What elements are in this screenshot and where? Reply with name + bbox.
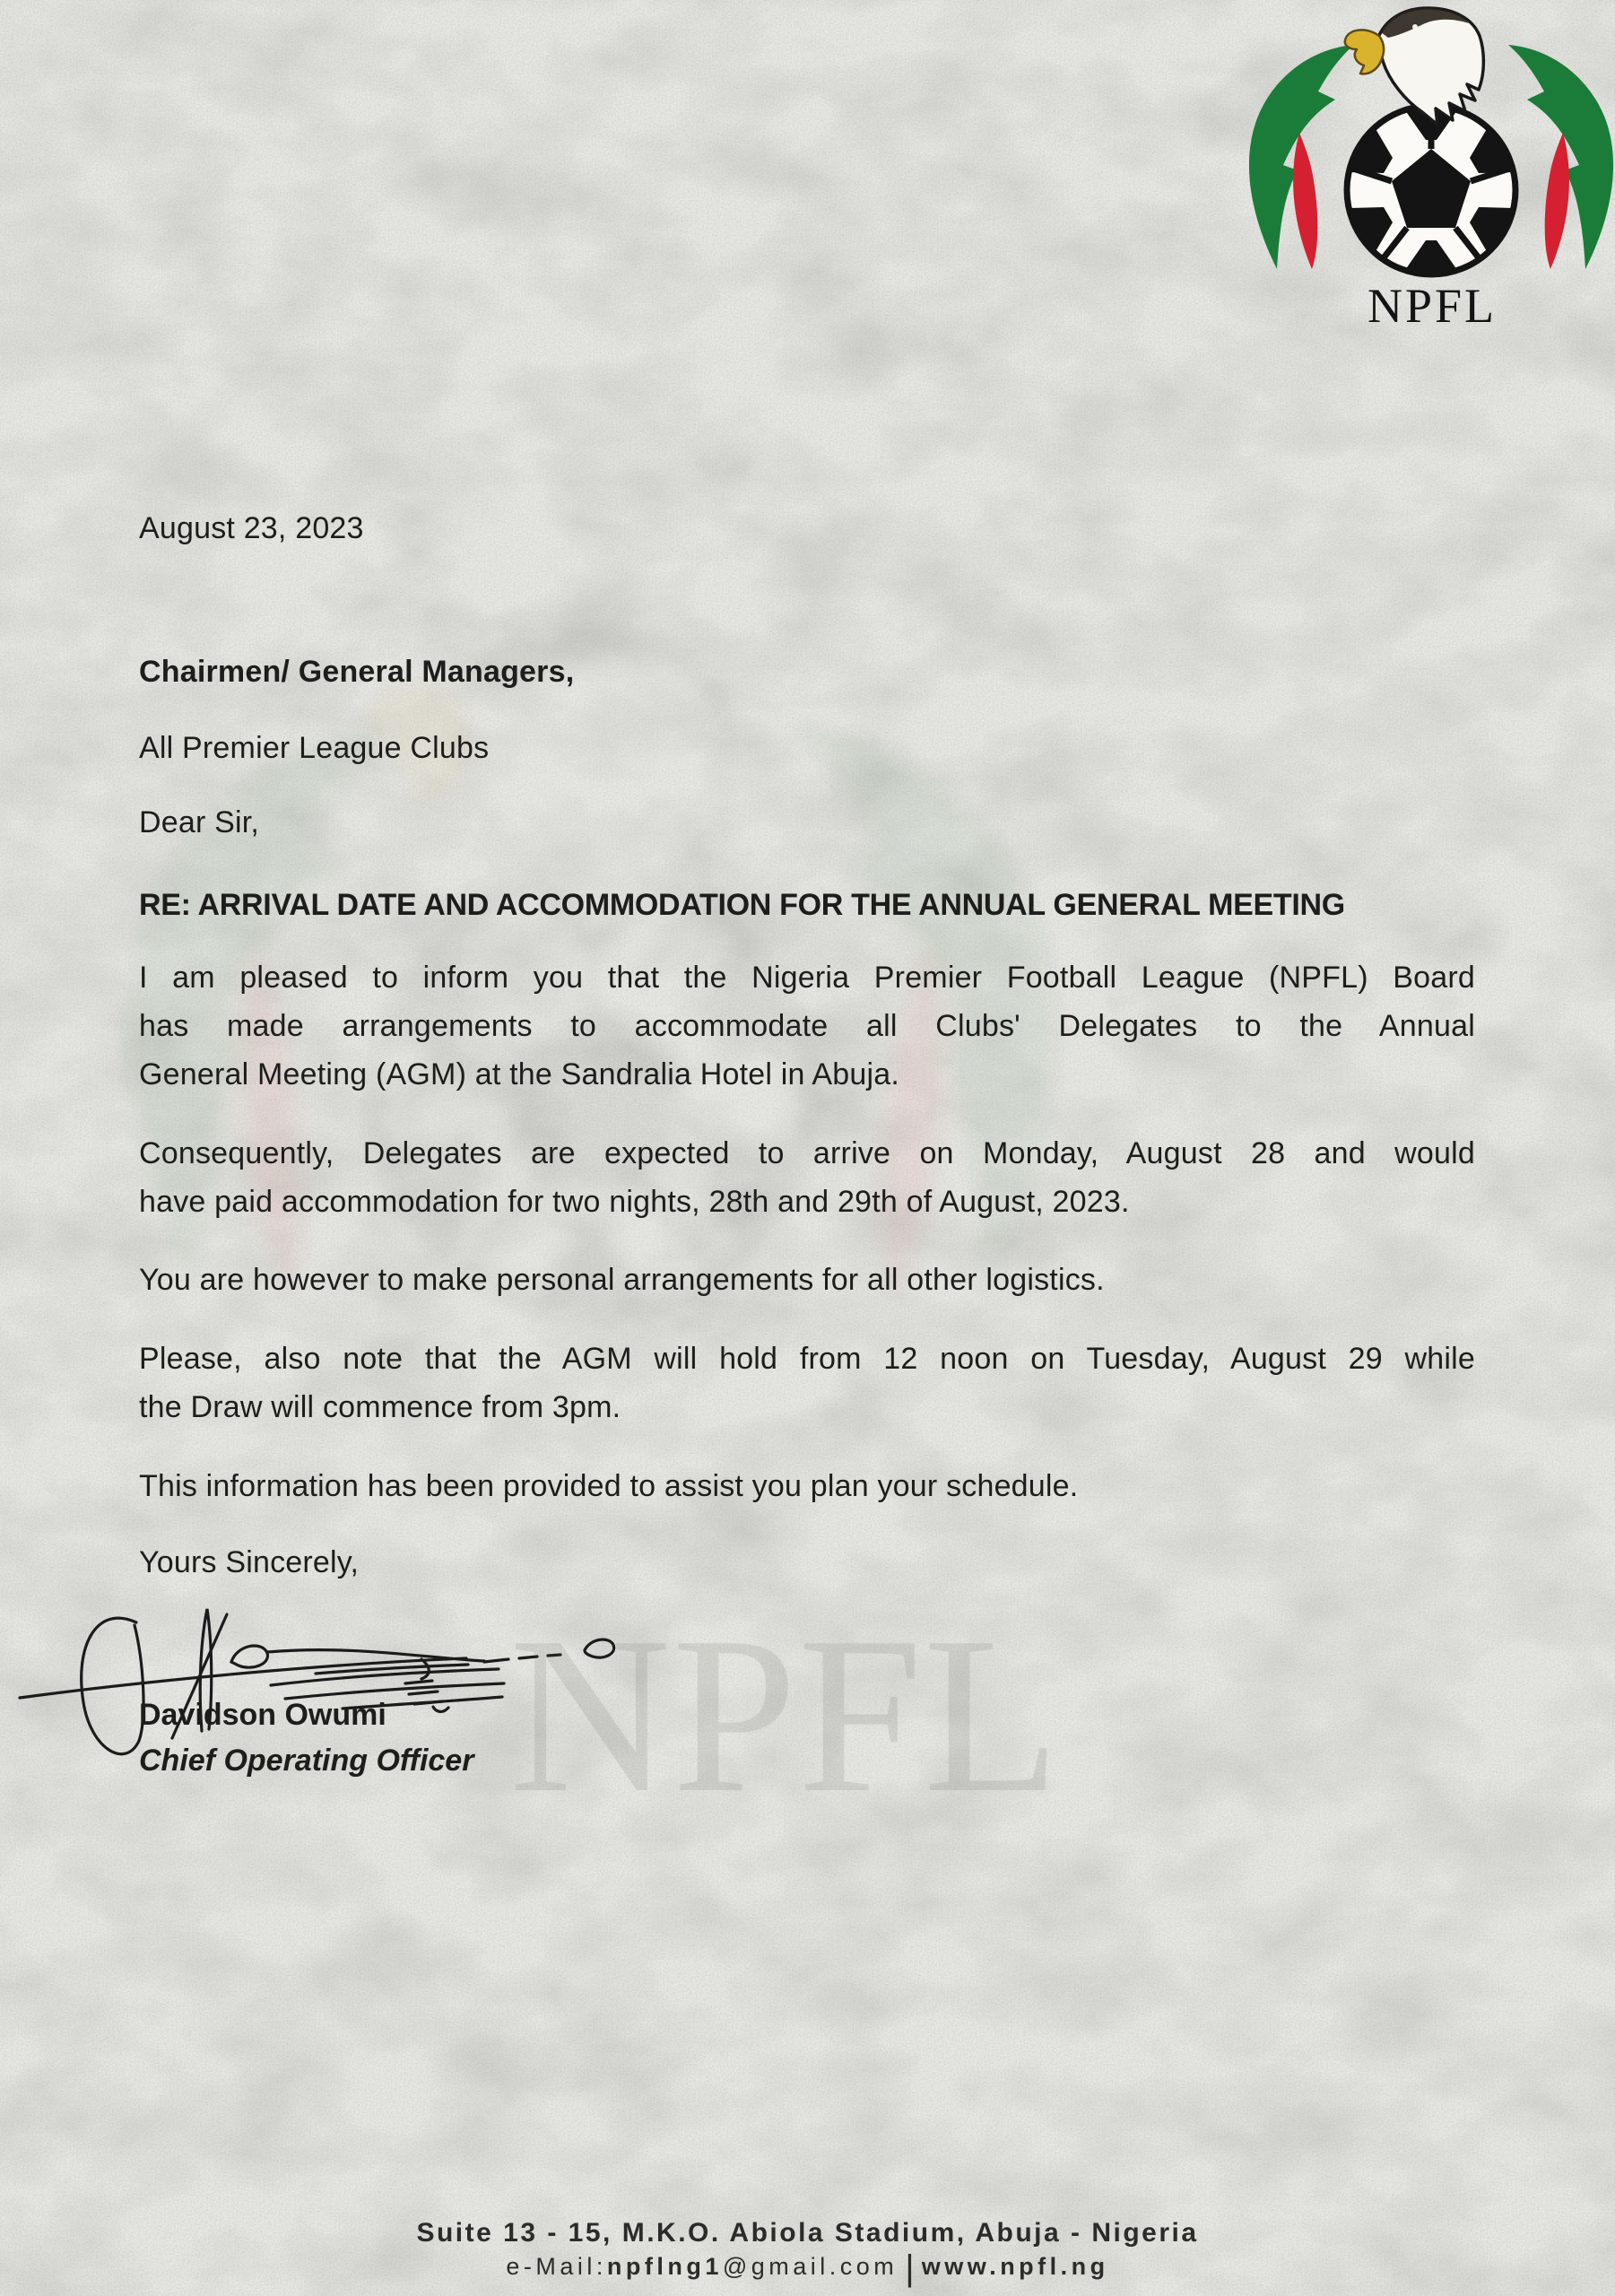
paragraph <box>139 953 1475 1099</box>
email-domain: @gmail.com <box>722 2253 899 2280</box>
paragraph-line: General Meeting (AGM) at the Sandralia Hotel in Abuja. <box>139 1057 900 1091</box>
paragraph-line: This information has been provided to assist you plan your schedule. <box>139 1469 1079 1503</box>
paragraph <box>139 1129 1475 1226</box>
footer-address: Suite 13 - 15, M.K.O. Abiola Stadium, Abuja - Nigeria <box>416 2218 1199 2248</box>
paragraph-line: the Draw will commence from 3pm. <box>139 1390 621 1424</box>
signatory-title: Chief Operating Officer <box>139 1744 474 1778</box>
paragraph-line: have paid accommodation for two nights, 28th and 29th of August, 2023. <box>139 1185 1130 1219</box>
signatory-name: Davidson Owumi <box>139 1698 386 1732</box>
footer-contact <box>0 2248 1615 2289</box>
closing: Yours Sincerely, <box>139 1545 360 1579</box>
paragraph-line: Please, also note that the AGM will hold from 12 noon on Tuesday, August 29 while <box>139 1342 1475 1376</box>
letter-date: August 23, 2023 <box>139 511 364 545</box>
email-user: npflng1 <box>606 2253 723 2280</box>
watermark-text: NPFL <box>509 1591 1062 1839</box>
logo-caption: NPFL <box>1367 279 1498 333</box>
paragraph-line: I am pleased to inform you that the Nigeria Premier Football League (NPFL) Board <box>139 961 1475 995</box>
recipient-line: All Premier League Clubs <box>139 731 490 765</box>
website-url: www.npfl.ng <box>921 2253 1109 2280</box>
paragraph <box>139 1256 1475 1304</box>
recipient-line: Chairmen/ General Managers, <box>139 655 575 689</box>
email-label: e-Mail: <box>506 2253 607 2280</box>
soccer-ball-icon <box>1347 106 1515 275</box>
salutation: Dear Sir, <box>139 805 260 839</box>
separator-bar: | <box>905 2248 915 2288</box>
paragraph-line: You are however to make personal arrangements for all other logistics. <box>139 1263 1105 1297</box>
subject-line: RE: ARRIVAL DATE AND ACCOMMODATION FOR THE ANNUAL GENERAL MEETING <box>139 888 1345 922</box>
paragraph <box>139 1335 1475 1431</box>
paragraph-line: Consequently, Delegates are expected to arrive on Monday, August 28 and would <box>139 1136 1475 1170</box>
paragraph <box>139 1462 1475 1510</box>
paragraph-line: has made arrangements to accommodate all Clubs' Delegates to the Annual <box>139 1009 1475 1043</box>
